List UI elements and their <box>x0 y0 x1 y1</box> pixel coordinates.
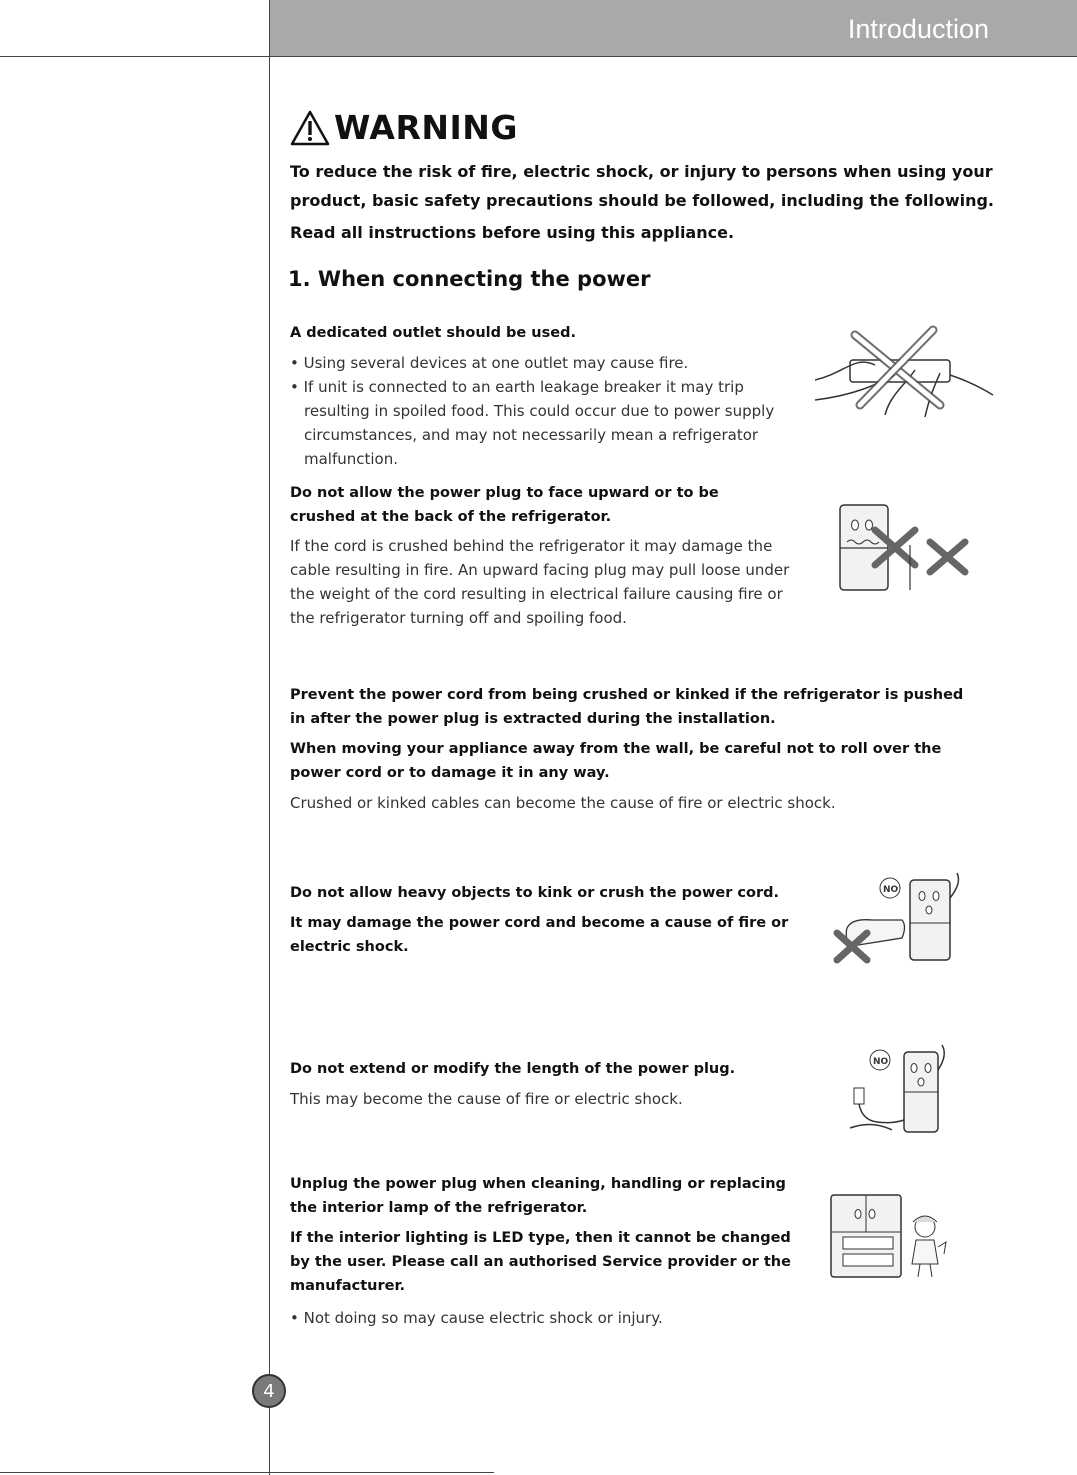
dedicated-outlet-bullet-2: • If unit is connected to an earth leakage breaker it may trip resulting in spoiled food. This could occur due to power supply circumstances, and may not necessarily mean a refrigerator malfunction. <box>290 378 775 468</box>
dedicated-outlet-bullet-1: • Using several devices at one outlet may cause fire. <box>290 354 689 372</box>
plug-upward-body: If the cord is crushed behind the refrigerator it may damage the cable resulting in fire. An upward facing plug may pull loose under the weight of the cord resulting in electrical failure causing fire or the refrigerator turning off and spoiling food. <box>290 537 790 627</box>
plug-upward-body-block <box>290 534 802 630</box>
extend-heading: Do not extend or modify the length of the power plug. <box>290 1061 736 1077</box>
fridge-plug-illustration <box>835 500 970 595</box>
header-rule <box>0 56 1077 57</box>
margin-rule <box>269 0 270 1475</box>
unplug-heading-2: If the interior lighting is LED type, then it cannot be changed by the user. Please call an authorised Service provider or the manufacturer. <box>290 1230 791 1294</box>
prevent-crush-block <box>290 683 970 815</box>
unplug-block <box>290 1172 795 1330</box>
warning-triangle-icon <box>290 110 330 146</box>
power-strip-illustration <box>815 325 995 420</box>
warning-title: WARNING <box>334 108 518 147</box>
heavy-objects-block <box>290 881 795 959</box>
section-title: Introduction <box>847 14 989 44</box>
section-heading: 1. When connecting the power <box>288 267 651 291</box>
unplug-bullet: • Not doing so may cause electric shock or injury. <box>290 1309 663 1327</box>
footer-rule <box>0 1472 494 1473</box>
header-band <box>270 0 1077 56</box>
read-all-instructions: Read all instructions before using this appliance. <box>290 223 735 242</box>
extend-block <box>290 1057 795 1111</box>
plug-upward-heading: Do not allow the power plug to face upward or to be crushed at the back of the refrigerator. <box>290 485 719 525</box>
unplug-heading-1: Unplug the power plug when cleaning, handling or replacing the interior lamp of the refrigerator. <box>290 1176 786 1216</box>
warning-intro <box>290 108 1000 291</box>
dedicated-outlet-block <box>290 321 780 471</box>
heavy-object-no-label: NO <box>883 885 899 895</box>
plug-upward-heading-block <box>290 481 720 529</box>
heavy-objects-heading-2: It may damage the power cord and become a cause of fire or electric shock. <box>290 915 789 955</box>
unplug-illustration <box>828 1192 948 1282</box>
page-number: 4 <box>252 1374 286 1408</box>
prevent-crush-body: Crushed or kinked cables can become the cause of fire or electric shock. <box>290 794 836 812</box>
extend-body: This may become the cause of fire or electric shock. <box>290 1090 683 1108</box>
heavy-object-illustration <box>832 868 977 968</box>
dedicated-outlet-heading: A dedicated outlet should be used. <box>290 325 576 341</box>
extend-plug-illustration <box>842 1040 950 1136</box>
prevent-crush-heading-1: Prevent the power cord from being crushed or kinked if the refrigerator is pushed in after the power plug is extracted during the installation. <box>290 687 964 727</box>
extend-no-label: NO <box>873 1057 889 1067</box>
warning-lead: To reduce the risk of fire, electric shock, or injury to persons when using your product, basic safety precautions should be followed, including the following. <box>290 162 995 210</box>
heavy-objects-heading-1: Do not allow heavy objects to kink or crush the power cord. <box>290 885 779 901</box>
prevent-crush-heading-2: When moving your appliance away from the wall, be careful not to roll over the power cord or to damage it in any way. <box>290 741 942 781</box>
